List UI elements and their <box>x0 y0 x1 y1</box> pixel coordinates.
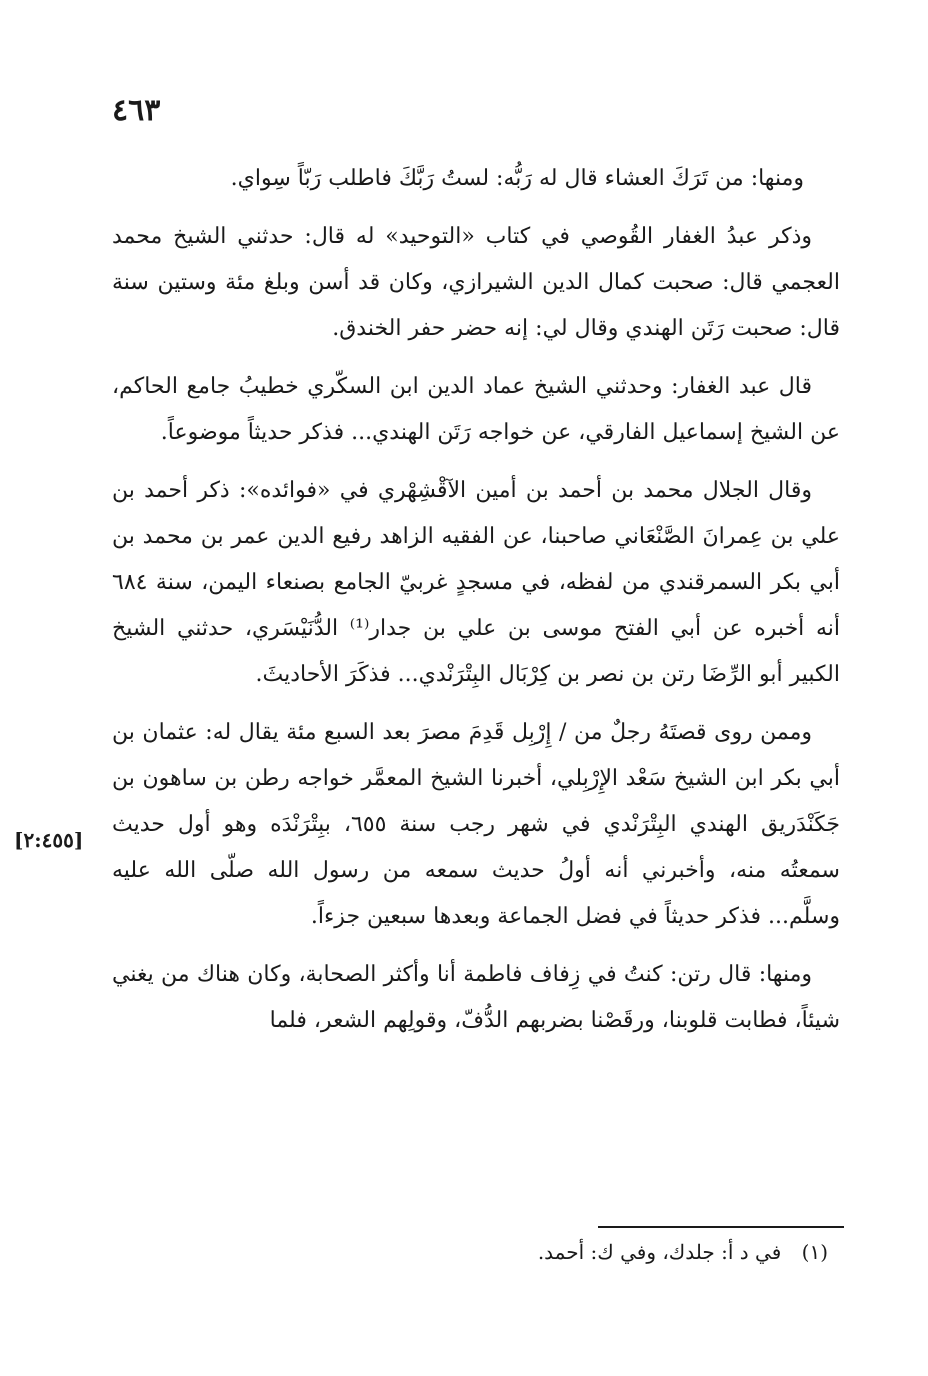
page-number: ٤٦٣ <box>112 93 161 128</box>
footnote-text: في د أ: جلدك، وفي ك: أحمد. <box>537 1240 782 1264</box>
paragraph: وقال الجلال محمد بن أحمد بن أمين الآقْشِهْري في «فوائده»: ذكر أحمد بن علي بن عِمرانَ الصَّنْعَاني صاحبنا، عن الفقيه الزاهد رفيع الدين عمر بن محمد بن أبي بكر السمرقندي من لفظه، في مسجدٍ غربيّ الجامع بصنعاء اليمن، سنة ٦٨٤ أنه أخبره عن أبي الفتح موسى بن علي بن جدار⁽¹⁾ الدُّنَيْسَري، حدثني الشيخ الكبير أبو الرِّضَا رتن بن نصر بن كِرْبَال البِتْرَنْدي... فذكَرَ الأحاديثَ. <box>112 478 840 687</box>
margin-reference: [٢:٤٥٥] <box>14 828 84 852</box>
footnote-divider <box>598 1226 844 1228</box>
paragraph: وذكر عبدُ الغفار القُوصي في كتاب «التوحيد» له قال: حدثني الشيخ محمد العجمي قال: صحبت كمال الدين الشيرازي، وكان قد أسن وبلغ مئة وستين سنة قال: صحبت رَتَن الهندي وقال لي: إنه حضر حفر الخندق. <box>112 224 840 341</box>
footnote <box>538 1240 828 1264</box>
main-text <box>112 156 840 1056</box>
paragraph: وممن روى قصتَهُ رجلٌ من / إِرْبِل قَدِمَ مصرَ بعد السبع مئة يقال له: عثمان بن أبي بكر ابن الشيخ سَعْد الإِرْبِلي، أخبرنا الشيخ المعمَّر خواجه رطن بن ساهون بن جَكَنْدَريق الهندي البِتْرَنْدي في شهر رجب سنة ٦٥٥، ببِتْرَنْدَه وهو أول حديث سمعتُه منه، وأخبرني أنه أولُ حديث سمعه من رسول الله صلّى الله عليه وسلَّم... فذكر حديثاً في فضل الجماعة وبعدها سبعين جزءاً. <box>112 720 840 929</box>
paragraph: ومنها: قال رتن: كنتُ في زِفاف فاطمة أنا وأكثر الصحابة، وكان هناك من يغني شيئاً، فطابت قلوبنا، ورقَصْنا بضربهم الدُّفّ، وقولِهم الشعر، فلما <box>112 962 840 1033</box>
footnote-number: (١) <box>801 1240 828 1264</box>
paragraph: قال عبد الغفار: وحدثني الشيخ عماد الدين ابن السكّري خطيبُ جامع الحاكم، عن الشيخ إسماعيل الفارقي، عن خواجه رَتَن الهندي... فذكر حديثاً موضوعاً. <box>112 374 840 445</box>
paragraph: ومنها: من تَرَكَ العشاء قال له رَبُّه: لستُ رَبَّكَ فاطلب رَبّاً سِواي. <box>230 166 804 191</box>
